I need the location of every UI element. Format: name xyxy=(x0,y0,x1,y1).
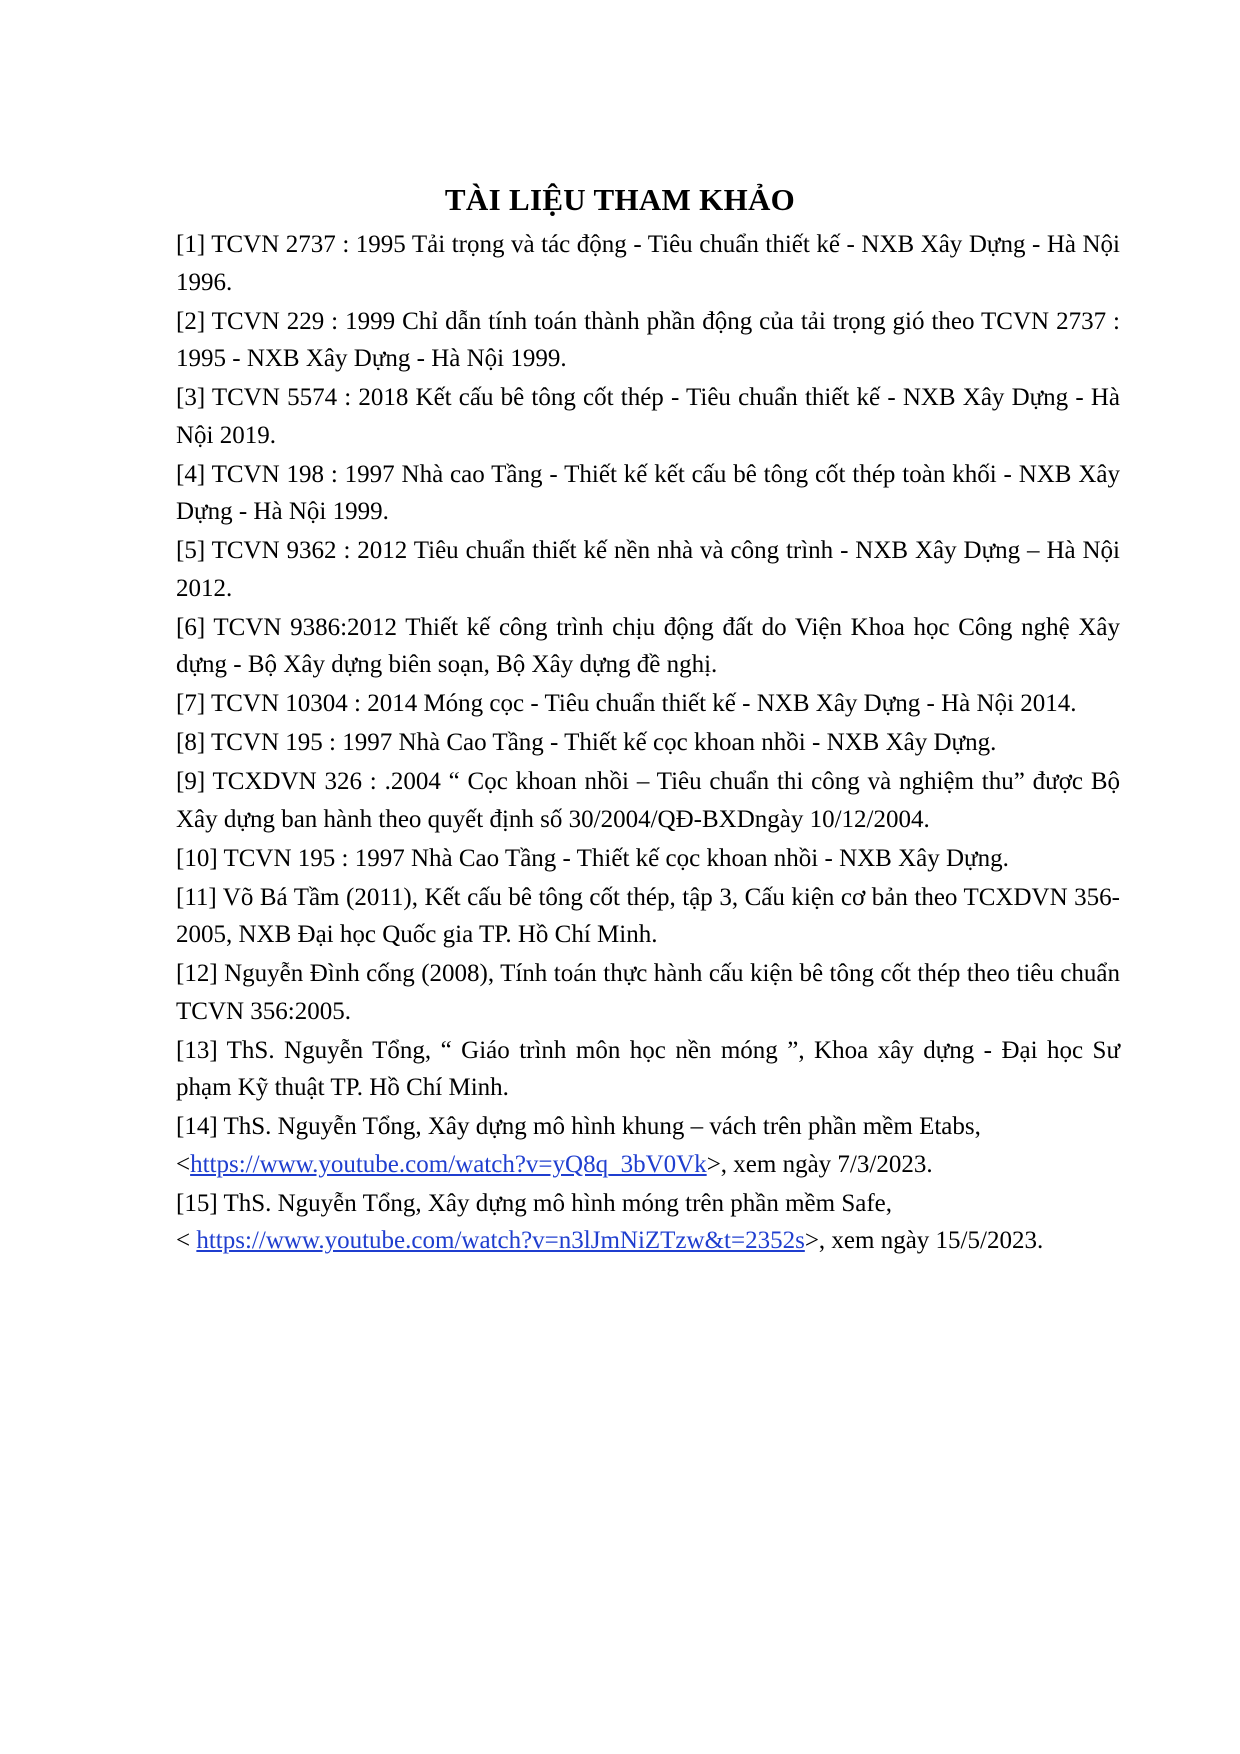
reference-item: [10] TCVN 195 : 1997 Nhà Cao Tầng - Thiết kế cọc khoan nhồi - NXB Xây Dựng. xyxy=(176,844,1009,872)
youtube-link-etabs[interactable]: https://www.youtube.com/watch?v=yQ8q_3bV0Vk xyxy=(190,1150,707,1178)
reference-15-link-line xyxy=(176,1222,1120,1260)
reference-item: [13] ThS. Nguyễn Tổng, “ Giáo trình môn học nền móng ”, Khoa xây dựng - Đại học Sư phạm Kỹ thuật TP. Hồ Chí Minh. xyxy=(176,1036,1120,1101)
reference-item-14 xyxy=(176,1108,1120,1183)
reference-14-link-line xyxy=(176,1146,1120,1184)
reference-item: [3] TCVN 5574 : 2018 Kết cấu bê tông cốt thép - Tiêu chuẩn thiết kế - NXB Xây Dựng - Hà Nội 2019. xyxy=(176,384,1120,449)
access-date-text: >, xem ngày 7/3/2023. xyxy=(706,1150,933,1178)
reference-14-text: [14] ThS. Nguyễn Tổng, Xây dựng mô hình khung – vách trên phần mềm Etabs, xyxy=(176,1113,981,1140)
reference-item: [5] TCVN 9362 : 2012 Tiêu chuẩn thiết kế nền nhà và công trình - NXB Xây Dựng – Hà Nội 2012. xyxy=(176,537,1120,602)
reference-15-text: [15] ThS. Nguyễn Tổng, Xây dựng mô hình móng trên phần mềm Safe, xyxy=(176,1189,893,1217)
reference-list xyxy=(176,226,1120,1261)
open-bracket: < xyxy=(176,1227,197,1254)
reference-item: [12] Nguyễn Đình cống (2008), Tính toán thực hành cấu kiện bê tông cốt thép theo tiêu chuẩn TCVN 356:2005. xyxy=(176,960,1120,1025)
access-date-text: >, xem ngày 15/5/2023. xyxy=(804,1227,1044,1254)
open-bracket: < xyxy=(176,1150,191,1178)
reference-item: [4] TCVN 198 : 1997 Nhà cao Tầng - Thiết kế kết cấu bê tông cốt thép toàn khối - NXB Xây Dựng - Hà Nội 1999. xyxy=(176,460,1120,525)
page-title: TÀI LIỆU THAM KHẢO xyxy=(444,182,796,217)
reference-item: [1] TCVN 2737 : 1995 Tải trọng và tác động - Tiêu chuẩn thiết kế - NXB Xây Dựng - Hà Nội 1996. xyxy=(176,231,1120,296)
reference-item: [11] Võ Bá Tầm (2011), Kết cấu bê tông cốt thép, tập 3, Cấu kiện cơ bản theo TCXDVN 356-2005, NXB Đại học Quốc gia TP. Hồ Chí Minh. xyxy=(176,883,1120,948)
reference-item: [7] TCVN 10304 : 2014 Móng cọc - Tiêu chuẩn thiết kế - NXB Xây Dựng - Hà Nội 2014. xyxy=(176,690,1077,717)
reference-item-15 xyxy=(176,1185,1120,1260)
reference-item: [9] TCXDVN 326 : .2004 “ Cọc khoan nhồi – Tiêu chuẩn thi công và nghiệm thu” được Bộ Xây dựng ban hành theo quyết định số 30/2004/QĐ-BXDngày 10/12/2004. xyxy=(176,768,1120,833)
reference-item: [2] TCVN 229 : 1999 Chỉ dẫn tính toán thành phần động của tải trọng gió theo TCVN 2737 : 1995 - NXB Xây Dựng - Hà Nội 1999. xyxy=(176,307,1120,372)
reference-item: [6] TCVN 9386:2012 Thiết kế công trình chịu động đất do Viện Khoa học Công nghệ Xây dựng - Bộ Xây dựng biên soạn, Bộ Xây dựng đề nghị. xyxy=(176,613,1120,678)
reference-item: [8] TCVN 195 : 1997 Nhà Cao Tầng - Thiết kế cọc khoan nhồi - NXB Xây Dựng. xyxy=(176,729,997,756)
youtube-link-safe[interactable]: https://www.youtube.com/watch?v=n3lJmNiZTzw&t=2352s xyxy=(196,1227,805,1254)
